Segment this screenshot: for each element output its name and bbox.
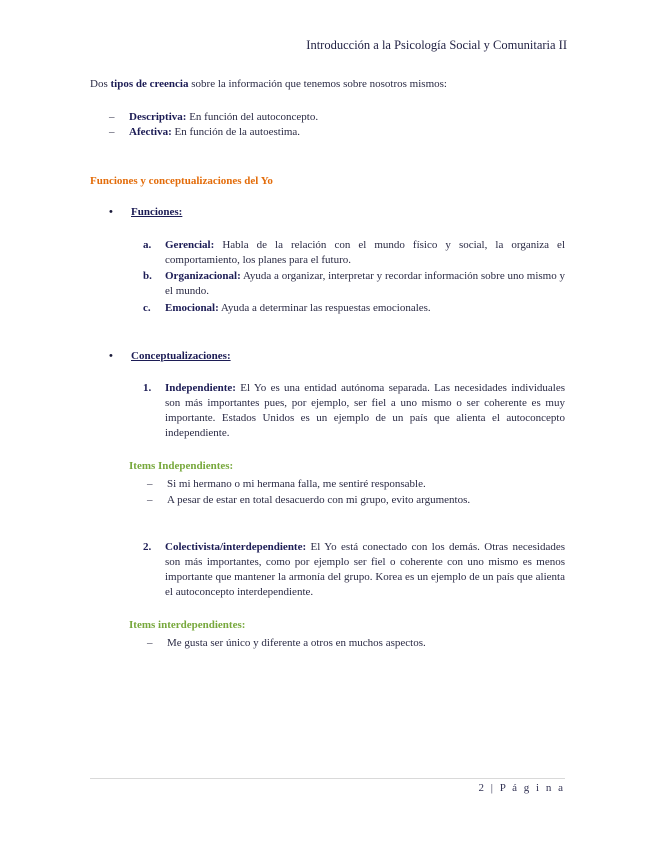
page-number: 2 | P á g i n a xyxy=(478,782,565,794)
concept-colectivista xyxy=(143,540,565,600)
concept-term: Independiente: xyxy=(165,382,236,394)
list-marker: 1. xyxy=(143,382,152,394)
dash-marker: – xyxy=(109,126,115,138)
section-title: Funciones y conceptualizaciones del Yo xyxy=(90,175,273,187)
list-marker: b. xyxy=(143,270,152,282)
bullet-marker: • xyxy=(109,350,113,362)
funcion-term: Emocional: xyxy=(165,302,219,314)
funcion-item xyxy=(143,238,565,268)
conceptualizaciones-heading xyxy=(109,350,231,362)
footer-divider xyxy=(90,778,565,779)
item-text: Si mi hermano o mi hermana falla, me sentiré responsable. xyxy=(167,478,426,490)
items-interdependientes-title: Items interdependientes: xyxy=(129,619,246,631)
funcion-item xyxy=(143,301,565,316)
dash-marker: – xyxy=(109,111,115,123)
item-independiente xyxy=(147,477,426,492)
intro-post: sobre la información que tenemos sobre nosotros mismos: xyxy=(188,78,447,90)
bullet-marker: • xyxy=(109,206,113,218)
list-marker: 2. xyxy=(143,541,152,553)
concept-term: Colectivista/interdependiente: xyxy=(165,541,307,553)
belief-item xyxy=(109,125,300,140)
funcion-text: Ayuda a determinar las respuestas emocionales. xyxy=(218,302,431,314)
concept-text: El Yo está conectado con los demás. Otras necesidades son más importantes, como por ejemplo ser fiel o coherente con uno mismo es menos importante que mantener la armonía del grupo. Korea es un ejemplo de un país que alienta el autoconcepto interdependiente. xyxy=(165,541,565,598)
dash-marker: – xyxy=(147,478,153,490)
conceptualizaciones-label: Conceptualizaciones: xyxy=(131,350,231,362)
belief-text: En función de la autoestima. xyxy=(171,126,301,138)
belief-item xyxy=(109,110,318,125)
belief-text: En función del autoconcepto. xyxy=(186,111,319,123)
intro-paragraph xyxy=(90,77,447,92)
page-header: Introducción a la Psicología Social y Comunitaria II xyxy=(306,38,567,52)
item-interdependiente xyxy=(147,636,426,651)
funciones-label: Funciones: xyxy=(131,206,183,218)
list-marker: a. xyxy=(143,239,152,251)
funcion-term: Gerencial: xyxy=(165,239,215,251)
list-marker: c. xyxy=(143,302,151,314)
funcion-term: Organizacional: xyxy=(165,270,241,282)
belief-term: Descriptiva: xyxy=(129,111,187,123)
concept-text: El Yo es una entidad autónoma separada. Las necesidades individuales son más importantes pues, por ejemplo, ser fiel a uno mismo o ser coherente es muy importante. Estados Unidos es un ejemplo de un país que alienta el autoconcepto independiente. xyxy=(165,382,565,439)
items-independientes-title: Items Independientes: xyxy=(129,460,234,472)
item-text: A pesar de estar en total desacuerdo con mi grupo, evito argumentos. xyxy=(167,494,471,506)
funciones-heading xyxy=(109,206,182,218)
funcion-text: Ayuda a organizar, interpretar y recordar información sobre uno mismo y el mundo. xyxy=(165,270,565,297)
belief-term: Afectiva: xyxy=(129,126,172,138)
funcion-item xyxy=(143,269,565,299)
dash-marker: – xyxy=(147,637,153,649)
dash-marker: – xyxy=(147,494,153,506)
concept-independiente xyxy=(143,381,565,441)
item-independiente xyxy=(147,493,470,508)
intro-bold: tipos de creencia xyxy=(110,78,189,90)
intro-pre: Dos xyxy=(90,78,111,90)
funcion-text: Habla de la relación con el mundo físico y social, la organiza el comportamiento, los planes para el futuro. xyxy=(165,239,565,266)
item-text: Me gusta ser único y diferente a otros en muchos aspectos. xyxy=(167,637,426,649)
